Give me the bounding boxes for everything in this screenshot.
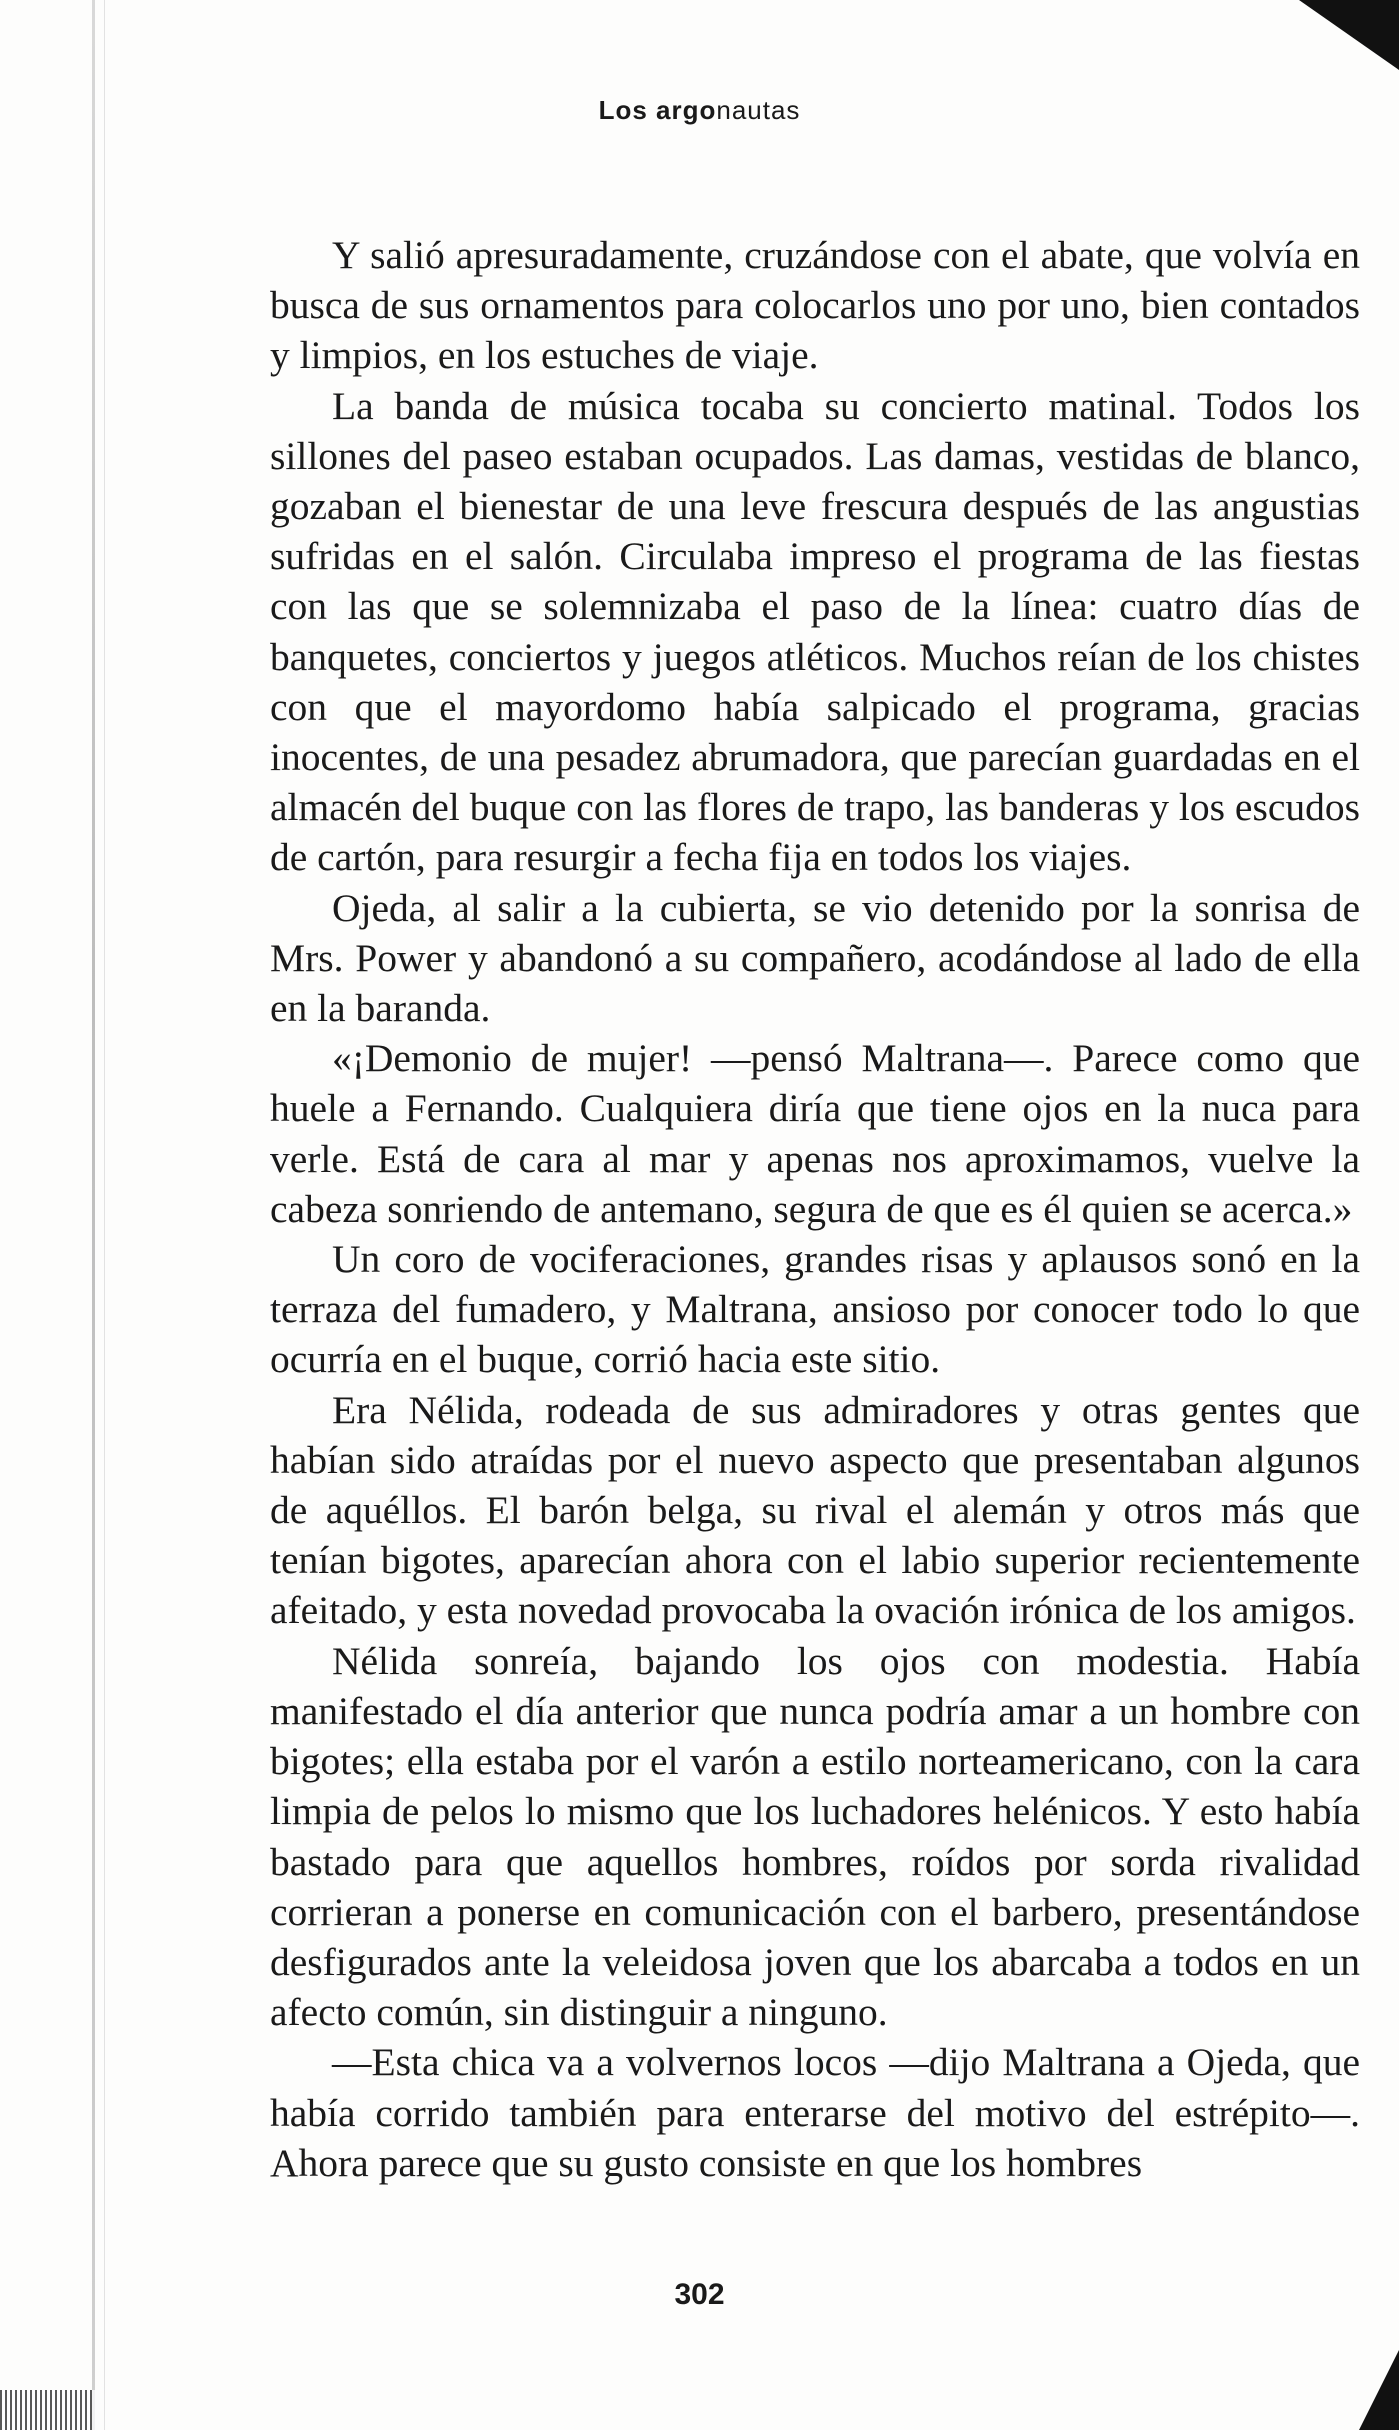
running-head-bold: Los argo: [598, 95, 717, 125]
binding-shadow: [92, 0, 95, 2430]
paragraph: La banda de música tocaba su concierto matinal. Todos los sillones del paseo estaban ocupados. Las damas, vestidas de blanco, gozaban el bienestar de una leve frescura después de las angustias sufridas en el salón. Circulaba impreso el programa de las fiestas con las que se solemnizaba el paso de la línea: cuatro días de banquetes, conciertos y juegos atléticos. Muchos reían de los chistes con que el mayordomo había salpicado el programa, gracias inocentes, de una pesadez abrumadora, que parecían guardadas en el almacén del buque con las flores de trapo, las banderas y los escudos de cartón, para resurgir a fecha fija en todos los viajes.: [270, 383, 1360, 880]
paragraph: Y salió apresuradamente, cruzándose con el abate, que volvía en busca de sus ornamentos para colocarlos uno por uno, bien contados y limpios, en los estuches de viaje.: [270, 233, 1360, 378]
body-text: [270, 230, 1360, 2188]
paragraph: Un coro de vociferaciones, grandes risas y aplausos sonó en la terraza del fumadero, y Maltrana, ansioso por conocer todo lo que ocurría en el buque, corrió hacia este sitio.: [270, 1237, 1360, 1382]
scan-corner-mark-top: [1299, 0, 1399, 70]
paragraph: —Esta chica va a volvernos locos —dijo Maltrana a Ojeda, que había corrido también para enterarse del motivo del estrépito—. Ahora parece que su gusto consiste en que los hombres: [270, 2040, 1360, 2185]
scan-edge-artifact: [0, 2390, 95, 2430]
paragraph: Ojeda, al salir a la cubierta, se vio detenido por la sonrisa de Mrs. Power y abandonó a su compañero, acodándose al lado de ella en la baranda.: [270, 885, 1360, 1031]
paragraph: Era Nélida, rodeada de sus admiradores y otras gentes que habían sido atraídas por el nuevo aspecto que presentaban algunos de aquéllos. El barón belga, su rival el alemán y otros más que tenían bigotes, aparecían ahora con el labio superior recientemente afeitado, y esta novedad provocaba la ovación irónica de los amigos.: [270, 1387, 1360, 1633]
running-head: [0, 95, 1399, 126]
paragraph: «¡Demonio de mujer! —pensó Maltrana—. Parece como que huele a Fernando. Cualquiera diría que tiene ojos en la nuca para verle. Está de cara al mar y apenas nos aproximamos, vuelve la cabeza sonriendo de antemano, segura de que es él quien se acerca.»: [270, 1036, 1360, 1231]
page-number: 302: [674, 2278, 725, 2311]
paragraph: Nélida sonreía, bajando los ojos con modestia. Había manifestado el día anterior que nunca podría amar a un hombre con bigotes; ella estaba por el varón a estilo norteamericano, con la cara limpia de pelos lo mismo que los luchadores helénicos. Y esto había bastado para que aquellos hombres, roídos por sorda rivalidad corrieran a ponerse en comunicación con el barbero, presentándose desfigurados ante la veleidosa joven que los abarcaba a todos en un afecto común, sin distinguir a ninguno.: [270, 1638, 1360, 2035]
binding-line: [104, 0, 105, 2430]
running-head-regular: nautas: [716, 95, 801, 125]
scan-corner-mark-bottom: [1359, 2350, 1399, 2430]
